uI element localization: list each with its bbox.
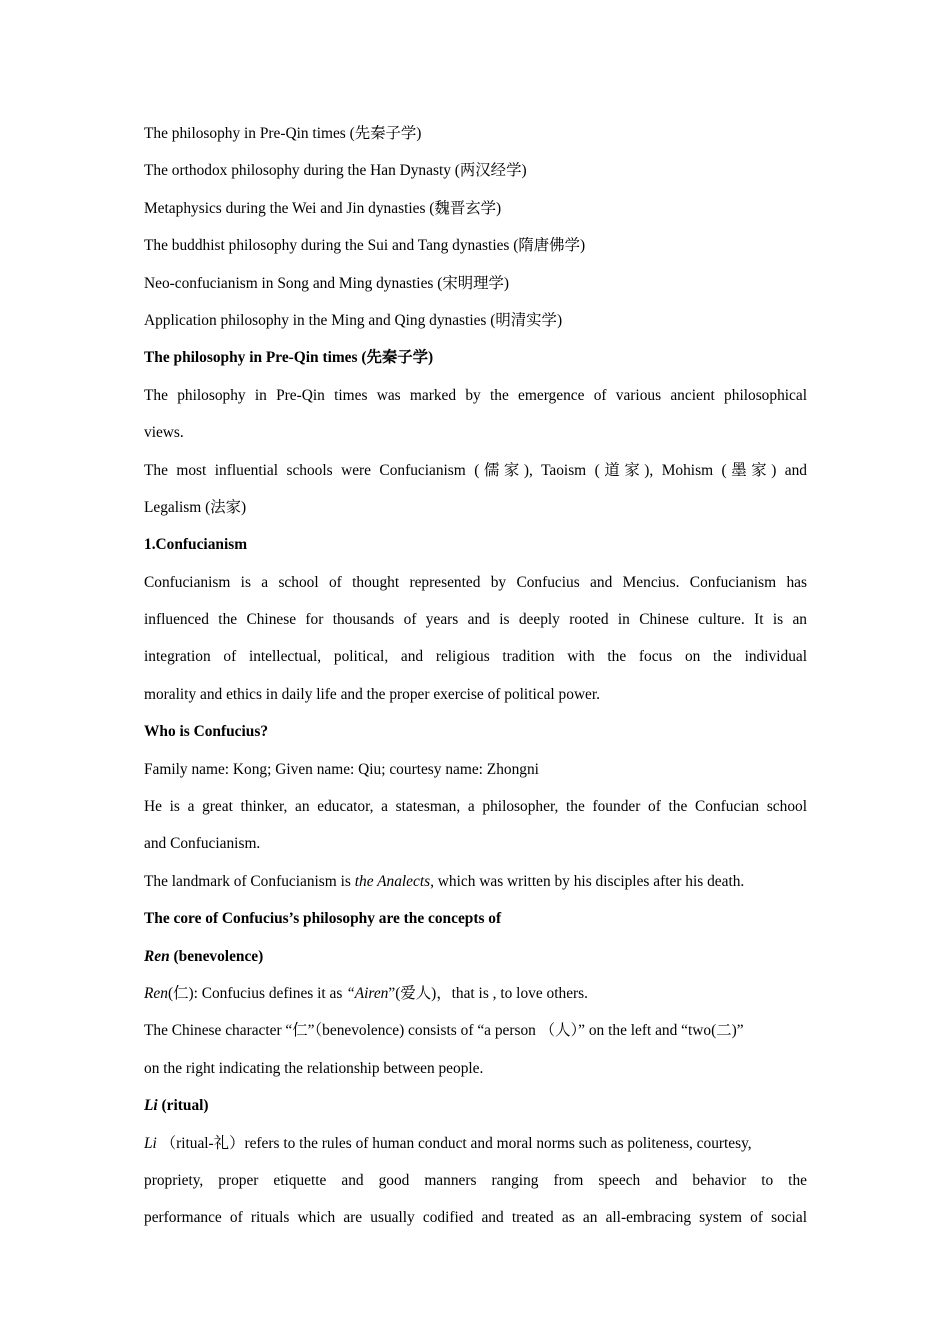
document-page	[144, 119, 807, 1241]
toc-item: Metaphysics during the Wei and Jin dynasties (魏晋玄学)	[144, 199, 502, 217]
ren-character-line: on the right indicating the relationship between people.	[144, 1059, 484, 1077]
intro-line: The most influential schools were Confucianism (儒家), Taoism (道家), Mohism (墨家) and	[144, 461, 807, 479]
confucius-desc-line: and Confucianism.	[144, 835, 261, 853]
landmark-pre: The landmark of Confucianism is	[144, 872, 355, 890]
li-def-rest: （ritual-礼）refers to the rules of human conduct and moral norms such as politeness, courtesy,	[156, 1134, 752, 1152]
toc-item: The buddhist philosophy during the Sui and Tang dynasties (隋唐佛学)	[144, 237, 586, 255]
confucianism-heading: 1.Confucianism	[144, 536, 248, 554]
confucianism-line: Confucianism is a school of thought represented by Confucius and Mencius. Confucianism has	[144, 573, 807, 591]
intro-line: views.	[144, 424, 184, 442]
landmark-line	[144, 867, 807, 904]
intro-line: Legalism (法家)	[144, 498, 247, 516]
confucius-names: Family name: Kong; Given name: Qiu; courtesy name: Zhongni	[144, 760, 539, 778]
analects-title: the Analects,	[354, 872, 434, 890]
li-def-term: Li	[144, 1134, 157, 1152]
toc-item: Neo-confucianism in Song and Ming dynasties (宋明理学)	[144, 274, 510, 292]
toc-item: Application philosophy in the Ming and Qing dynasties (明清实学)	[144, 311, 563, 329]
ren-term: Ren	[144, 947, 170, 965]
confucianism-line: influenced the Chinese for thousands of years and is deeply rooted in Chinese culture. It is an	[144, 611, 807, 629]
li-definition-line: propriety, proper etiquette and good manners ranging from speech and behavior to the	[144, 1171, 807, 1189]
core-heading: The core of Confucius’s philosophy are the concepts of	[144, 910, 502, 928]
toc-item: The orthodox philosophy during the Han Dynasty (两汉经学)	[144, 162, 527, 180]
ren-character-line: The Chinese character “仁”（benevolence) consists of “a person （人）” on the left and “two(二)”	[144, 1022, 744, 1040]
confucianism-line: integration of intellectual, political, and religious tradition with the focus on the individual	[144, 648, 807, 666]
ren-heading	[144, 942, 807, 979]
ren-def-quote: “Airen	[346, 984, 389, 1002]
confucius-desc-line: He is a great thinker, an educator, a statesman, a philosopher, the founder of the Confucian school	[144, 798, 807, 816]
confucianism-line: morality and ethics in daily life and the proper exercise of political power.	[144, 685, 601, 703]
section-heading: The philosophy in Pre-Qin times (先秦子学)	[144, 349, 434, 367]
li-heading	[144, 1091, 807, 1128]
toc-item: The philosophy in Pre-Qin times (先秦子学)	[144, 125, 422, 142]
li-heading-rest: (ritual)	[157, 1097, 209, 1115]
li-definition-line: performance of rituals which are usually codified and treated as an all-embracing system of social	[144, 1209, 807, 1227]
li-term: Li	[144, 1097, 158, 1115]
intro-line: The philosophy in Pre-Qin times was marked by the emergence of various ancient philosophical	[144, 386, 807, 404]
ren-heading-rest: (benevolence)	[169, 947, 264, 965]
ren-definition	[144, 979, 807, 1016]
ren-def-term: Ren	[144, 984, 168, 1002]
confucius-heading: Who is Confucius?	[144, 723, 269, 741]
landmark-post: which was written by his disciples after his death.	[433, 872, 745, 890]
ren-def-end: ”(爱人)，that is , to love others.	[388, 984, 588, 1002]
li-definition-line	[144, 1129, 807, 1166]
ren-def-mid: (仁): Confucius defines it as	[167, 984, 347, 1002]
